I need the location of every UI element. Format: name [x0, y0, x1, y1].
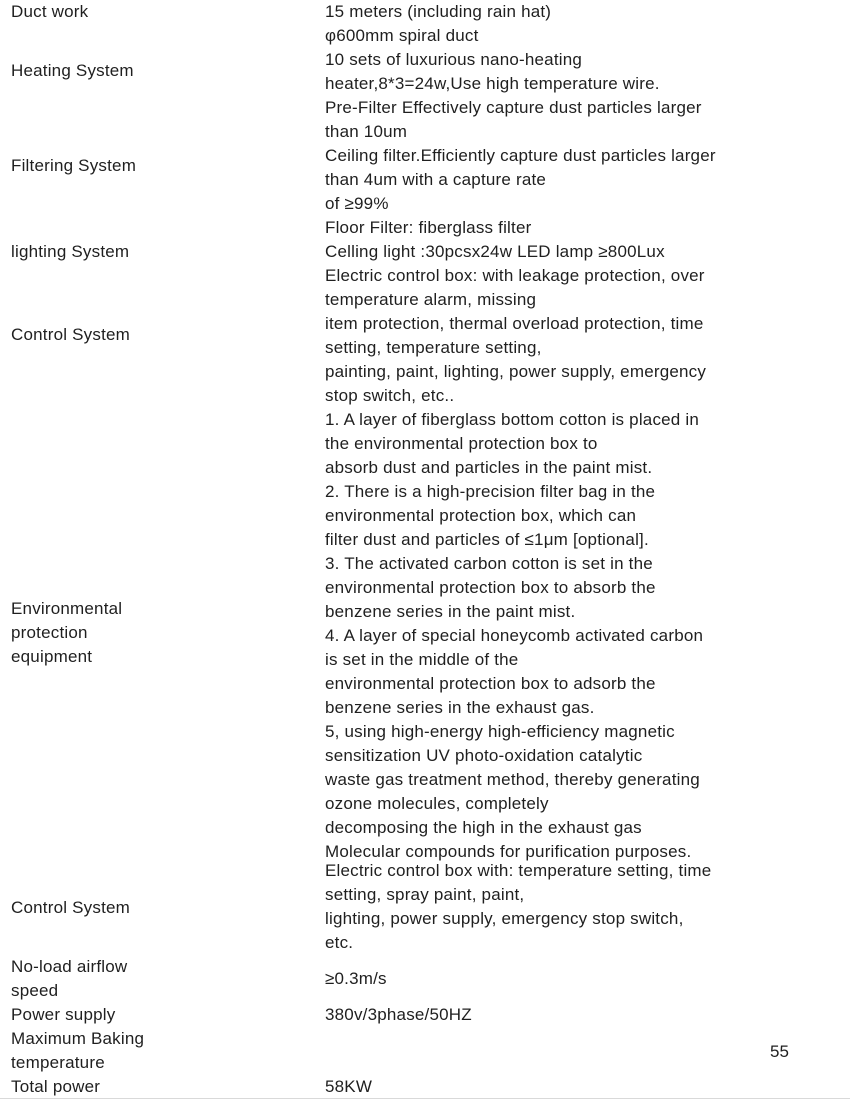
row-value	[325, 96, 845, 240]
row-value	[325, 967, 845, 991]
value-line: etc.	[325, 933, 354, 952]
row-label	[11, 1003, 311, 1027]
value-line: is set in the middle of the	[325, 650, 519, 669]
value-line: setting, spray paint, paint,	[325, 885, 525, 904]
label-line: Duct work	[11, 2, 89, 21]
label-line: temperature	[11, 1053, 105, 1072]
label-line: lighting System	[11, 242, 130, 261]
label-line: Filtering System	[11, 156, 137, 175]
row-label	[11, 1027, 311, 1075]
label-line: No-load airflow	[11, 957, 128, 976]
row-label	[11, 0, 311, 24]
value-line: 1. A layer of fiberglass bottom cotton is placed in	[325, 410, 700, 429]
value-line: 15 meters (including rain hat)	[325, 2, 552, 21]
label-line: Total power	[11, 1077, 101, 1096]
row-value	[325, 408, 845, 864]
value-line: lighting, power supply, emergency stop switch,	[325, 909, 684, 928]
row-label	[11, 597, 311, 669]
value-line: benzene series in the exhaust gas.	[325, 698, 595, 717]
value-line: ozone molecules, completely	[325, 794, 549, 813]
row-value	[325, 264, 845, 408]
value-line: stop switch, etc..	[325, 386, 455, 405]
row-value	[325, 1075, 845, 1099]
label-line: Environmental	[11, 599, 123, 618]
row-value	[325, 859, 845, 955]
value-line: decomposing the high in the exhaust gas	[325, 818, 642, 837]
value-line: temperature alarm, missing	[325, 290, 537, 309]
value-line: item protection, thermal overload protection, time	[325, 314, 704, 333]
label-line: Power supply	[11, 1005, 116, 1024]
value-line: Ceiling filter.Efficiently capture dust particles larger	[325, 146, 716, 165]
value-line: 5, using high-energy high-efficiency magnetic	[325, 722, 675, 741]
value-line: benzene series in the paint mist.	[325, 602, 576, 621]
value-line: absorb dust and particles in the paint mist.	[325, 458, 653, 477]
value-line: φ600mm spiral duct	[325, 26, 479, 45]
value-line: environmental protection box to adsorb the	[325, 674, 656, 693]
value-line: heater,8*3=24w,Use high temperature wire.	[325, 74, 660, 93]
row-label	[11, 59, 311, 83]
value-line: environmental protection box, which can	[325, 506, 637, 525]
row-label	[11, 323, 311, 347]
value-line: 10 sets of luxurious nano-heating	[325, 50, 583, 69]
value-line: waste gas treatment method, thereby generating	[325, 770, 700, 789]
row-label	[11, 154, 311, 178]
value-line: filter dust and particles of ≤1μm [optional].	[325, 530, 649, 549]
row-value	[325, 24, 845, 96]
value-line: setting, temperature setting,	[325, 338, 542, 357]
value-line: than 10um	[325, 122, 408, 141]
bottom-divider	[0, 1098, 850, 1099]
row-label	[11, 955, 311, 1003]
value-line: Molecular compounds for purification purposes.	[325, 842, 692, 861]
value-line: environmental protection box to absorb the	[325, 578, 656, 597]
value-line: Electric control box: with leakage protection, over	[325, 266, 705, 285]
label-line: Maximum Baking	[11, 1029, 145, 1048]
value-line: of ≥99%	[325, 194, 389, 213]
value-line: painting, paint, lighting, power supply, emergency	[325, 362, 707, 381]
row-label	[11, 240, 311, 264]
row-value	[325, 240, 845, 264]
row-label	[11, 1075, 311, 1099]
label-line: protection	[11, 623, 88, 642]
row-value	[325, 1003, 845, 1027]
value-line: than 4um with a capture rate	[325, 170, 547, 189]
label-line: speed	[11, 981, 59, 1000]
value-line: ≥0.3m/s	[325, 969, 387, 988]
label-line: Heating System	[11, 61, 134, 80]
value-line: 4. A layer of special honeycomb activated carbon	[325, 626, 704, 645]
value-line: 380v/3phase/50HZ	[325, 1005, 472, 1024]
value-line: Pre-Filter Effectively capture dust particles larger	[325, 98, 702, 117]
row-label	[11, 896, 311, 920]
value-line: sensitization UV photo-oxidation catalytic	[325, 746, 643, 765]
page-number: 55	[770, 1042, 789, 1061]
value-line: Electric control box with: temperature setting, time	[325, 861, 712, 880]
value-line: 2. There is a high-precision filter bag in the	[325, 482, 656, 501]
value-line: Floor Filter: fiberglass filter	[325, 218, 532, 237]
row-value	[325, 0, 845, 24]
value-line: the environmental protection box to	[325, 434, 598, 453]
label-line: equipment	[11, 647, 93, 666]
label-line: Control System	[11, 898, 131, 917]
value-line: 58KW	[325, 1077, 373, 1096]
label-line: Control System	[11, 325, 131, 344]
value-line: 3. The activated carbon cotton is set in the	[325, 554, 653, 573]
value-line: Celling light :30pcsx24w LED lamp ≥800Lux	[325, 242, 665, 261]
